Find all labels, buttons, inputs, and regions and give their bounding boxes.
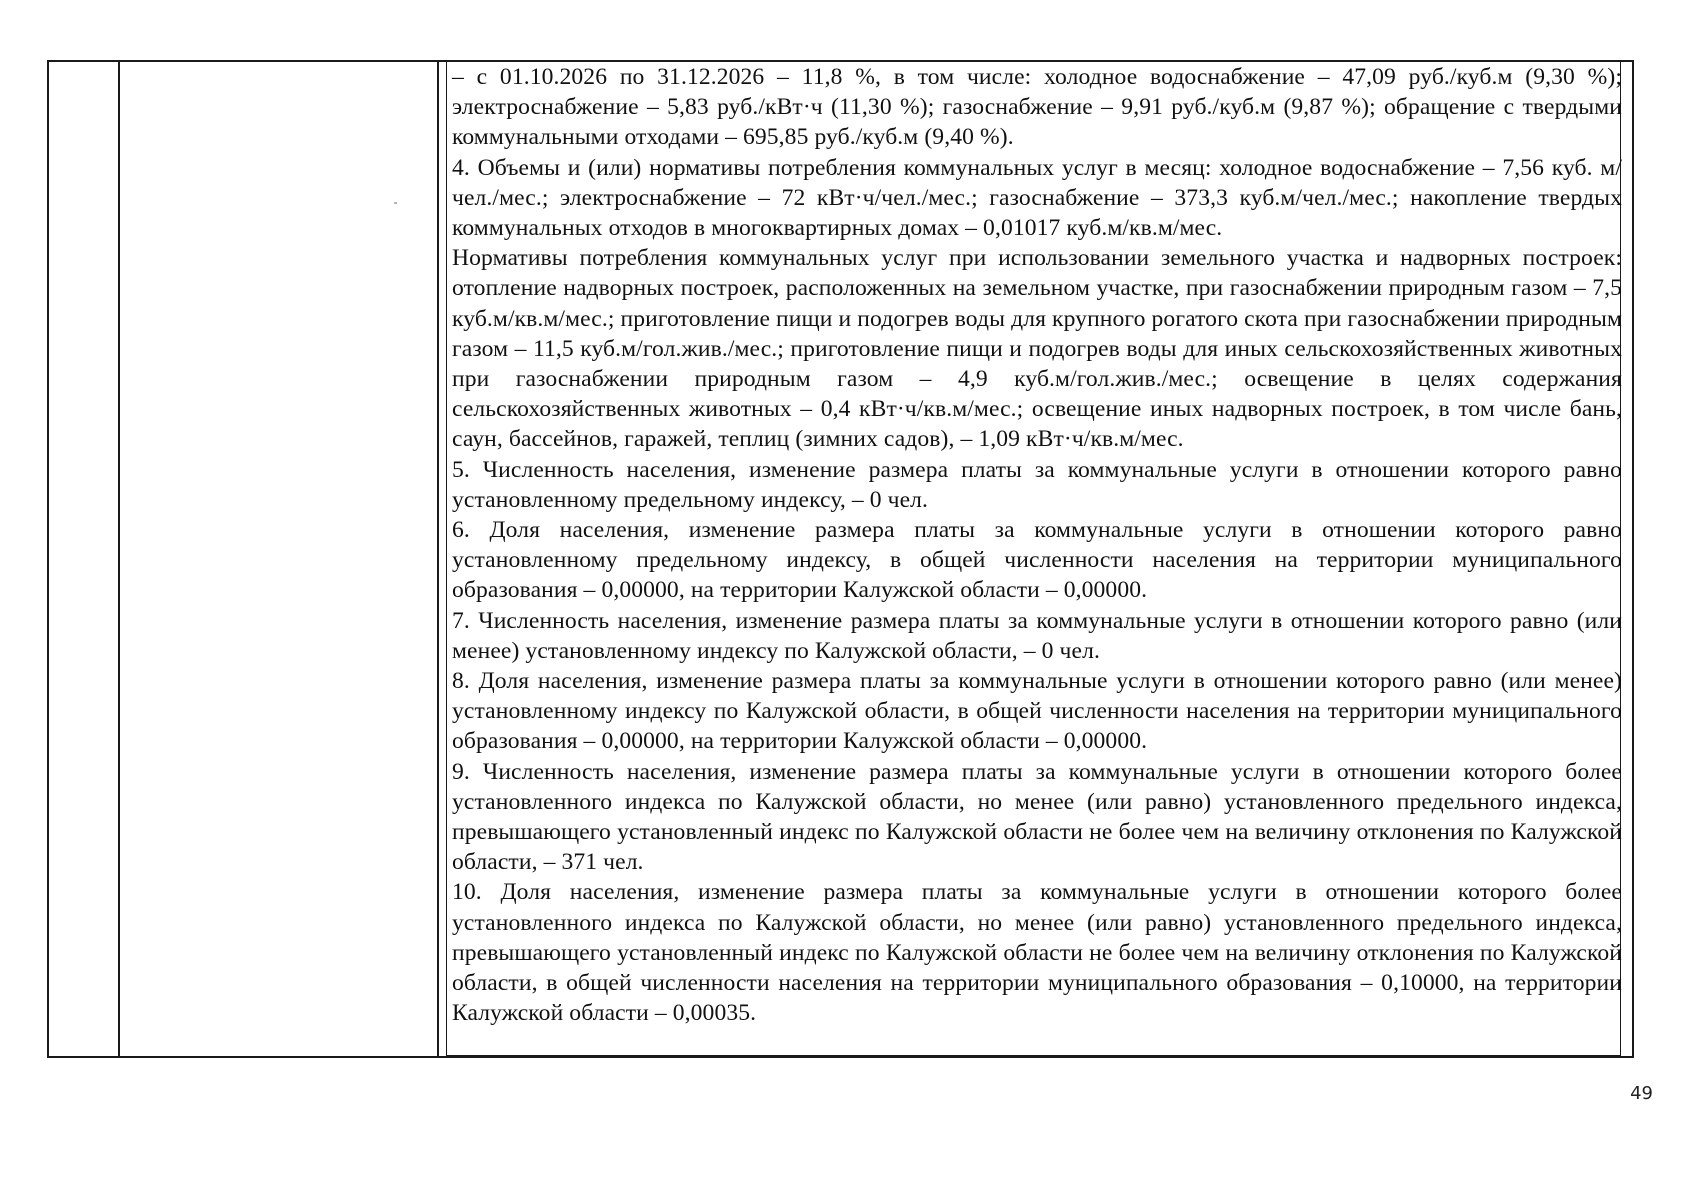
paragraph-land-norms: Нормативы потребления коммунальных услуг при использовании земельного участка и надворных построек: отопление надворных построек, расположенных на земельном участке, при газоснабжении природным газом – 7,5 куб.м/кв.м/мес.; приготовление пищи и подогрев воды для крупного рогатого скота при газоснабжении природным газом – 11,5 куб.м/гол.жив./мес.; приготовление пищи и подогрев воды для иных сельскохозяйственных животных при газоснабжении природным газом – 4,9 куб.м/гол.жив./мес.; освещение в целях содержания сельскохозяйственных животных – 0,4 кВт·ч/кв.м/мес.; освещение иных надворных построек, в том числе бань, саун, бассейнов, гаражей, теплиц (зимних садов), – 1,09 кВт·ч/кв.м/мес. (452, 245, 1622, 453)
table-column-content (439, 62, 1632, 1056)
paragraph-item-9: 9. Численность населения, изменение размера платы за коммунальные услуги в отношении которого более установленного индекса по Калужской области, но менее (или равно) установленного предельного индекса, превышающего установленный индекс по Калужской области не более чем на величину отклонения по Калужской области, – 371 чел. (452, 758, 1622, 876)
scan-artifact (394, 202, 397, 204)
paragraph-item-7: 7. Численность населения, изменение размера платы за коммунальные услуги в отношении которого равно (или менее) установленному индексу по Калужской области, – 0 чел. (452, 607, 1622, 664)
cell-content (452, 62, 1622, 1029)
paragraph-item-6: 6. Доля населения, изменение размера платы за коммунальные услуги в отношении которого равно установленному предельному индексу, в общей численности населения на территории муниципального образования – 0,00000, на территории Калужской области – 0,00000. (452, 517, 1622, 604)
document-table (47, 60, 1634, 1058)
page-number: 49 (1630, 1083, 1653, 1104)
paragraph-item-8: 8. Доля населения, изменение размера платы за коммунальные услуги в отношении которого равно (или менее) установленному индексу по Калужской области, в общей численности населения на территории муниципального образования – 0,00000, на территории Калужской области – 0,00000. (452, 668, 1622, 755)
table-column-number (49, 62, 120, 1056)
table-column-name (120, 62, 439, 1056)
paragraph-item-5: 5. Численность населения, изменение размера платы за коммунальные услуги в отношении которого равно установленному предельному индексу, – 0 чел. (452, 456, 1622, 513)
paragraph-item-10: 10. Доля населения, изменение размера платы за коммунальные услуги в отношении которого более установленного индекса по Калужской области, но менее (или равно) установленного предельного индекса, превышающего установленный индекс по Калужской области не более чем на величину отклонения по Калужской области, в общей численности населения на территории муниципального образования – 0,10000, на территории Калужской области – 0,00035. (452, 879, 1622, 1027)
paragraph-tariff-period: – с 01.10.2026 по 31.12.2026 – 11,8 %, в том числе: холодное водоснабжение – 47,09 руб./куб.м (9,30 %); электроснабжение – 5,83 руб./кВт·ч (11,30 %); газоснабжение – 9,91 руб./куб.м (9,87 %); обращение с твердыми коммунальными отходами – 695,85 руб./куб.м (9,40 %). (452, 64, 1622, 151)
paragraph-item-4: 4. Объемы и (или) нормативы потребления коммунальных услуг в месяц: холодное водоснабжение – 7,56 куб. м/чел./мес.; электроснабжение – 72 кВт·ч/чел./мес.; газоснабжение – 373,3 куб.м/чел./мес.; накопление твердых коммунальных отходов в многоквартирных домах – 0,01017 куб.м/кв.м/мес. (452, 154, 1622, 242)
